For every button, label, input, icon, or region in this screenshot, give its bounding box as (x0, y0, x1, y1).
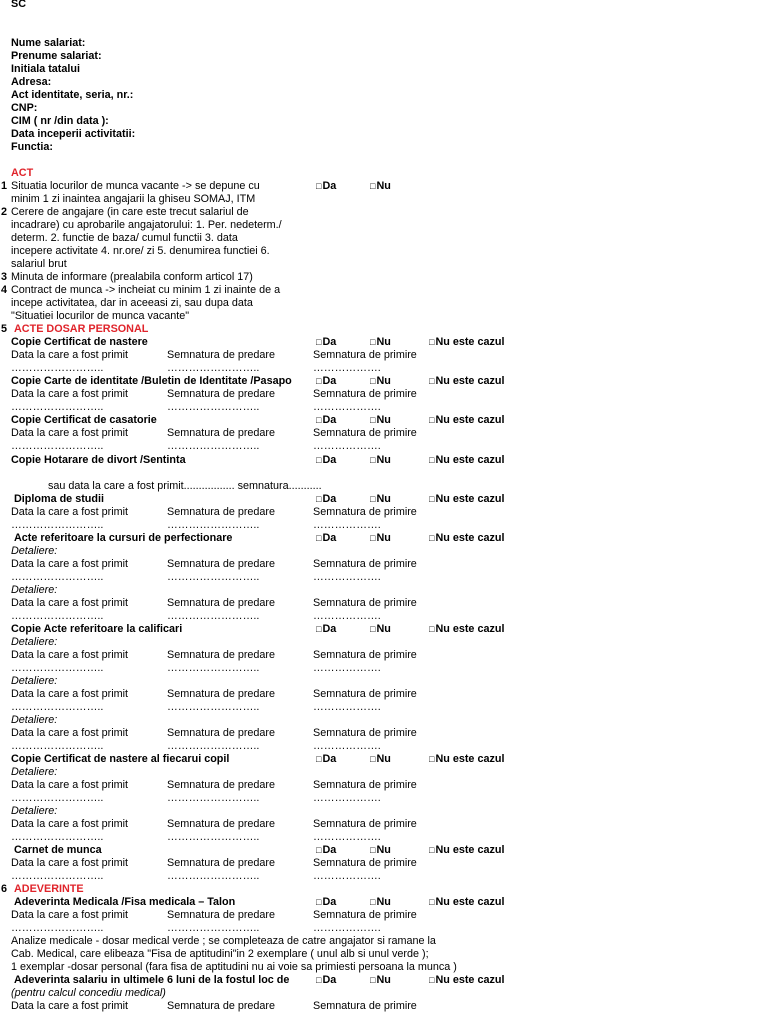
option-nu-este-cazul[interactable]: □Nu este cazul (429, 414, 505, 426)
semn-primire-label: Semnatura de primire (313, 1000, 417, 1012)
detaliere-label: Detaliere: (11, 675, 58, 687)
dots-field[interactable]: …………………….. (167, 571, 260, 583)
checkbox-icon: □ (429, 845, 435, 855)
act-item-line: incepere activitate 4. nr.ore/ zi 5. denumirea functiei 6. (11, 245, 270, 257)
dots-field[interactable]: …………………….. (11, 571, 104, 583)
semn-primire-label: Semnatura de primire (313, 388, 417, 400)
checkbox-icon: □ (316, 897, 322, 907)
option-nu[interactable]: □Nu (370, 623, 391, 635)
doc-certificat-nastere: Copie Certificat de nastere (11, 336, 148, 348)
act-item-line: Cerere de angajare (in care este trecut salariul de (11, 206, 249, 218)
checkbox-icon: □ (370, 975, 376, 985)
data-primit-label: Data la care a fost primit (11, 909, 129, 921)
checkbox-icon: □ (316, 624, 322, 634)
semn-predare-label: Semnatura de predare (167, 597, 276, 609)
analize-text-line: Analize medicale - dosar medical verde ; se completeaza de catre angajator si ramane la (11, 935, 436, 947)
option-nu-este-cazul[interactable]: □Nu este cazul (429, 454, 505, 466)
checkbox-icon: □ (429, 376, 435, 386)
option-nu-este-cazul[interactable]: □Nu este cazul (429, 493, 505, 505)
detaliere-label: Detaliere: (11, 636, 58, 648)
option-da[interactable]: □Da (316, 493, 337, 505)
act-item-num: 2 (1, 206, 8, 218)
field-cim: CIM ( nr /din data ): (11, 115, 109, 127)
option-nu[interactable]: □Nu (370, 974, 391, 986)
divort-note: sau data la care a fost primit................. semnatura........... (48, 480, 322, 492)
semn-primire-label: Semnatura de primire (313, 597, 417, 609)
act-item-num: 3 (1, 271, 8, 283)
semn-predare-label: Semnatura de predare (167, 558, 276, 570)
semn-predare-label: Semnatura de predare (167, 349, 276, 361)
semn-predare-label: Semnatura de predare (167, 388, 276, 400)
dots-field[interactable]: …………………….. (11, 792, 104, 804)
detaliere-label: Detaliere: (11, 714, 58, 726)
dots-field[interactable]: …………………….. (167, 401, 260, 413)
data-primit-label: Data la care a fost primit (11, 597, 129, 609)
option-nu[interactable]: □Nu (370, 180, 391, 192)
detaliere-label: Detaliere: (11, 766, 58, 778)
dots-field[interactable]: …………………….. (11, 870, 104, 882)
option-da[interactable]: □Da (316, 753, 337, 765)
dots-field[interactable]: ………………. (313, 401, 381, 413)
data-primit-label: Data la care a fost primit (11, 688, 129, 700)
field-cnp: CNP: (11, 102, 38, 114)
data-primit-label: Data la care a fost primit (11, 818, 129, 830)
doc-calificari: Copie Acte referitoare la calificari (11, 623, 183, 635)
dots-field[interactable]: …………………….. (167, 519, 260, 531)
checkbox-icon: □ (370, 494, 376, 504)
option-nu[interactable]: □Nu (370, 375, 391, 387)
option-nu[interactable]: □Nu (370, 454, 391, 466)
dots-field[interactable]: …………………….. (167, 362, 260, 374)
act-item-line: incadrare) cu aprobarile angajatorului: 1. Per. nedeterm./ (11, 219, 282, 231)
checkbox-icon: □ (316, 455, 322, 465)
dots-field[interactable]: ………………. (313, 610, 381, 622)
data-primit-label: Data la care a fost primit (11, 427, 129, 439)
checkbox-icon: □ (370, 624, 376, 634)
option-nu-este-cazul[interactable]: □Nu este cazul (429, 753, 505, 765)
dots-field[interactable]: …………………….. (11, 740, 104, 752)
data-primit-label: Data la care a fost primit (11, 506, 129, 518)
semn-predare-label: Semnatura de predare (167, 727, 276, 739)
doc-adeverinta-medicala: Adeverinta Medicala /Fisa medicala – Talon (14, 896, 236, 908)
dots-field[interactable]: ………………. (313, 701, 381, 713)
checkbox-icon: □ (316, 181, 322, 191)
option-nu[interactable]: □Nu (370, 493, 391, 505)
dots-field[interactable]: …………………….. (11, 701, 104, 713)
checkbox-icon: □ (370, 455, 376, 465)
act-item-line: incepe activitatea, dar in aceeasi zi, sau dupa data (11, 297, 253, 309)
dots-field[interactable]: …………………….. (167, 662, 260, 674)
checkbox-icon: □ (370, 754, 376, 764)
dots-field[interactable]: …………………….. (167, 610, 260, 622)
dots-field[interactable]: …………………….. (167, 440, 260, 452)
doc-certificat-nastere-copil: Copie Certificat de nastere al fiecarui copil (11, 753, 230, 765)
field-functia: Functia: (11, 141, 53, 153)
section5-num: 5 (1, 323, 8, 335)
semn-predare-label: Semnatura de predare (167, 427, 276, 439)
semn-primire-label: Semnatura de primire (313, 427, 417, 439)
dots-field[interactable]: ………………. (313, 440, 381, 452)
data-primit-label: Data la care a fost primit (11, 649, 129, 661)
dots-field[interactable]: …………………….. (11, 831, 104, 843)
field-prenume: Prenume salariat: (11, 50, 102, 62)
act-item-line: Contract de munca -> incheiat cu minim 1 zi inainte de a (11, 284, 281, 296)
option-nu[interactable]: □Nu (370, 896, 391, 908)
field-act-identitate: Act identitate, seria, nr.: (11, 89, 134, 101)
checkbox-icon: □ (429, 624, 435, 634)
field-nume: Nume salariat: (11, 37, 86, 49)
detaliere-label: Detaliere: (11, 805, 58, 817)
checkbox-icon: □ (316, 975, 322, 985)
semn-predare-label: Semnatura de predare (167, 688, 276, 700)
semn-primire-label: Semnatura de primire (313, 688, 417, 700)
doc-cursuri-perfectionare: Acte referitoare la cursuri de perfectionare (14, 532, 233, 544)
option-da[interactable]: □Da (316, 414, 337, 426)
semn-primire-label: Semnatura de primire (313, 818, 417, 830)
checkbox-icon: □ (370, 181, 376, 191)
act-item-line: minim 1 zi inaintea angajarii la ghiseu SOMAJ, ITM (11, 193, 256, 205)
semn-primire-label: Semnatura de primire (313, 909, 417, 921)
checkbox-icon: □ (370, 897, 376, 907)
checkbox-icon: □ (429, 337, 435, 347)
checkbox-icon: □ (429, 533, 435, 543)
doc-hotarare-divort: Copie Hotarare de divort /Sentinta (11, 454, 186, 466)
dots-field[interactable]: ………………. (313, 362, 381, 374)
option-nu[interactable]: □Nu (370, 753, 391, 765)
option-da[interactable]: □Da (316, 532, 337, 544)
checkbox-icon: □ (429, 975, 435, 985)
checkbox-icon: □ (316, 337, 322, 347)
dots-field[interactable]: …………………….. (11, 922, 104, 934)
checkbox-icon: □ (429, 415, 435, 425)
option-da[interactable]: □Da (316, 375, 337, 387)
doc-diploma-studii: Diploma de studii (14, 493, 104, 505)
semn-predare-label: Semnatura de predare (167, 779, 276, 791)
checkbox-icon: □ (316, 376, 322, 386)
semn-primire-label: Semnatura de primire (313, 506, 417, 518)
option-nu-este-cazul[interactable]: □Nu este cazul (429, 532, 505, 544)
checkbox-icon: □ (316, 845, 322, 855)
doc-carnet-munca: Carnet de munca (14, 844, 102, 856)
detaliere-label: Detaliere: (11, 545, 58, 557)
doc-adeverinta-salariu: Adeverinta salariu in ultimele 6 luni de la fostul loc de (14, 974, 290, 986)
option-nu-este-cazul[interactable]: □Nu este cazul (429, 844, 505, 856)
data-primit-label: Data la care a fost primit (11, 388, 129, 400)
section5-title: ACTE DOSAR PERSONAL (14, 323, 149, 335)
semn-predare-label: Semnatura de predare (167, 909, 276, 921)
dots-field[interactable]: …………………….. (167, 870, 260, 882)
act-item-line: "Situatiei locurilor de munca vacante" (11, 310, 190, 322)
semn-primire-label: Semnatura de primire (313, 779, 417, 791)
act-item-num: 4 (1, 284, 8, 296)
semn-predare-label: Semnatura de predare (167, 1000, 276, 1012)
data-primit-label: Data la care a fost primit (11, 558, 129, 570)
checkbox-icon: □ (370, 337, 376, 347)
semn-primire-label: Semnatura de primire (313, 349, 417, 361)
option-da[interactable]: □Da (316, 336, 337, 348)
option-da[interactable]: □Da (316, 454, 337, 466)
semn-predare-label: Semnatura de predare (167, 818, 276, 830)
dots-field[interactable]: ………………. (313, 519, 381, 531)
option-nu-este-cazul[interactable]: □Nu este cazul (429, 974, 505, 986)
checkbox-icon: □ (429, 754, 435, 764)
option-da[interactable]: □Da (316, 896, 337, 908)
option-nu[interactable]: □Nu (370, 844, 391, 856)
semn-primire-label: Semnatura de primire (313, 649, 417, 661)
checkbox-icon: □ (316, 494, 322, 504)
data-primit-label: Data la care a fost primit (11, 727, 129, 739)
option-da[interactable]: □Da (316, 974, 337, 986)
checkbox-icon: □ (370, 415, 376, 425)
option-nu[interactable]: □Nu (370, 414, 391, 426)
dots-field[interactable]: ………………. (313, 792, 381, 804)
checkbox-icon: □ (429, 455, 435, 465)
data-primit-label: Data la care a fost primit (11, 1000, 129, 1012)
field-initiala: Initiala tatalui (11, 63, 80, 75)
checkbox-icon: □ (316, 533, 322, 543)
option-nu[interactable]: □Nu (370, 336, 391, 348)
dots-field[interactable]: …………………….. (11, 610, 104, 622)
semn-primire-label: Semnatura de primire (313, 857, 417, 869)
semn-primire-label: Semnatura de primire (313, 727, 417, 739)
company-label: SC (11, 0, 26, 10)
act-item-num: 1 (1, 180, 8, 192)
dots-field[interactable]: …………………….. (11, 519, 104, 531)
semn-predare-label: Semnatura de predare (167, 649, 276, 661)
dots-field[interactable]: …………………….. (167, 922, 260, 934)
checkbox-icon: □ (370, 376, 376, 386)
dots-field[interactable]: ………………. (313, 870, 381, 882)
field-data-inceperii: Data inceperii activitatii: (11, 128, 136, 140)
dots-field[interactable]: …………………….. (11, 440, 104, 452)
option-nu[interactable]: □Nu (370, 532, 391, 544)
dots-field[interactable]: ………………. (313, 922, 381, 934)
data-primit-label: Data la care a fost primit (11, 857, 129, 869)
checkbox-icon: □ (429, 494, 435, 504)
checkbox-icon: □ (370, 533, 376, 543)
option-nu-este-cazul[interactable]: □Nu este cazul (429, 623, 505, 635)
act-item-line: salariul brut (11, 258, 67, 270)
option-da[interactable]: □Da (316, 180, 337, 192)
dots-field[interactable]: ………………. (313, 740, 381, 752)
data-primit-label: Data la care a fost primit (11, 779, 129, 791)
option-nu-este-cazul[interactable]: □Nu este cazul (429, 375, 505, 387)
act-title: ACT (11, 167, 34, 179)
analize-text-line: Cab. Medical, care elibeaza "Fisa de aptitudini"in 2 exemplare ( unul alb si unul verde ); (11, 948, 429, 960)
dots-field[interactable]: …………………….. (11, 362, 104, 374)
dots-field[interactable]: …………………….. (167, 740, 260, 752)
dots-field[interactable]: ………………. (313, 662, 381, 674)
data-primit-label: Data la care a fost primit (11, 349, 129, 361)
option-nu-este-cazul[interactable]: □Nu este cazul (429, 336, 505, 348)
dots-field[interactable]: …………………….. (167, 831, 260, 843)
semn-primire-label: Semnatura de primire (313, 558, 417, 570)
dots-field[interactable]: …………………….. (167, 792, 260, 804)
option-da[interactable]: □Da (316, 844, 337, 856)
act-item-line: determ. 2. functie de baza/ cumul functii 3. data (11, 232, 238, 244)
checkbox-icon: □ (429, 897, 435, 907)
checkbox-icon: □ (316, 415, 322, 425)
checkbox-icon: □ (316, 754, 322, 764)
section6-num: 6 (1, 883, 8, 895)
doc-carte-identitate: Copie Carte de identitate /Buletin de Identitate /Pasapo (11, 375, 292, 387)
semn-predare-label: Semnatura de predare (167, 857, 276, 869)
dots-field[interactable]: ………………. (313, 571, 381, 583)
option-da[interactable]: □Da (316, 623, 337, 635)
detaliere-label: Detaliere: (11, 584, 58, 596)
act-item-line: Minuta de informare (prealabila conform articol 17) (11, 271, 253, 283)
option-nu-este-cazul[interactable]: □Nu este cazul (429, 896, 505, 908)
checkbox-icon: □ (370, 845, 376, 855)
dots-field[interactable]: …………………….. (11, 662, 104, 674)
act-item-line: Situatia locurilor de munca vacante -> se depune cu (11, 180, 260, 192)
dots-field[interactable]: …………………….. (167, 701, 260, 713)
analize-text-line: 1 exemplar -dosar personal (fara fisa de aptitudini nu ai voie sa primiesti persoana la munca ) (11, 961, 457, 973)
semn-predare-label: Semnatura de predare (167, 506, 276, 518)
section6-title: ADEVERINTE (14, 883, 84, 895)
doc-certificat-casatorie: Copie Certificat de casatorie (11, 414, 157, 426)
field-adresa: Adresa: (11, 76, 52, 88)
dots-field[interactable]: ………………. (313, 831, 381, 843)
dots-field[interactable]: …………………….. (11, 401, 104, 413)
concediu-note: (pentru calcul concediu medical) (11, 987, 166, 999)
